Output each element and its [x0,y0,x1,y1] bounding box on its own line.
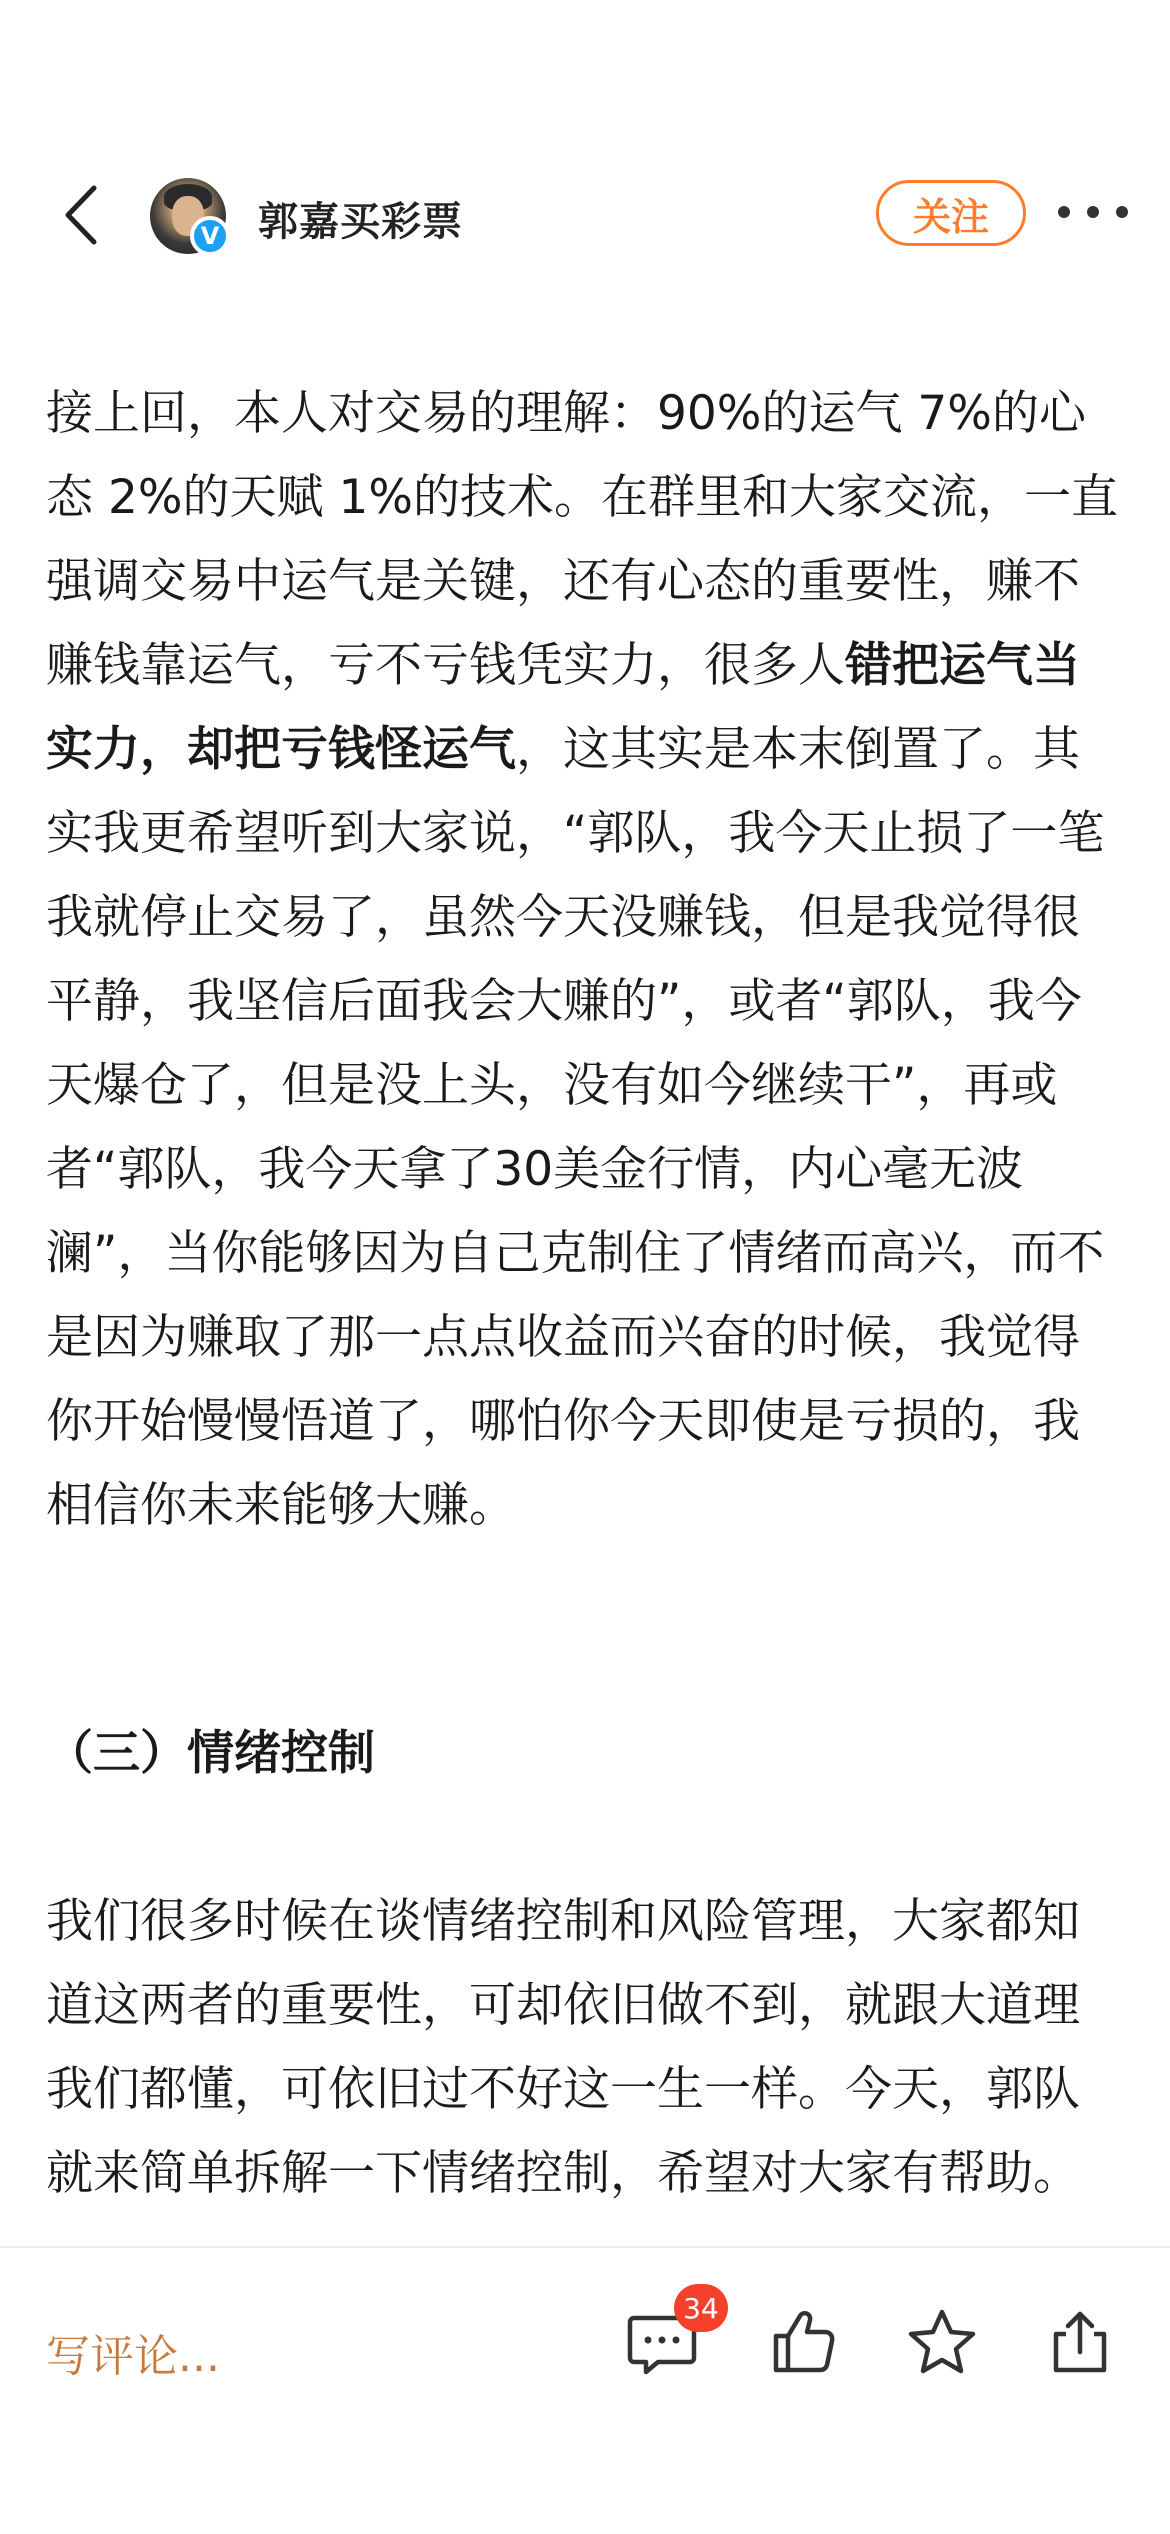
back-button[interactable] [50,180,120,250]
more-dots-icon [1116,206,1128,218]
follow-button[interactable]: 关注 [876,180,1026,246]
more-dots-icon [1087,206,1099,218]
paragraph-text: ，这其实是本末倒置了。其实我更希望听到大家说，“郭队，我今天止损了一笔我就停止交易了，虽然今天没赚钱，但是我觉得很平静，我坚信后面我会大赚的”，或者“郭队，我今天爆仓了，但是没上头，没有如今继续干”，再或者“郭队，我今天拿了30美金行情，内心毫无波澜”，当你能够因为自己克制住了情绪而高兴，而不是因为赚取了那一点点收益而兴奋的时候，我觉得你开始慢慢悟道了，哪怕你今天即使是亏损的，我相信你未来能够大赚。 [46,722,1105,1533]
favorite-button[interactable] [904,2304,980,2380]
comment-count-badge: 34 [674,2284,728,2332]
article-paragraph: 我们很多时候在谈情绪控制和风险管理，大家都知道这两者的重要性，可却依旧做不到，就跟大道理我们都懂，可依旧过不好这一生一样。今天，郭队就来简单拆解一下情绪控制，希望对大家有帮助。 [46,1894,1080,2201]
article-paragraph [46,372,1126,1548]
article-body [46,372,1126,1548]
verified-badge: V [190,216,230,256]
share-icon [1042,2304,1118,2380]
star-icon [904,2304,980,2380]
more-dots-icon [1058,206,1070,218]
like-icon [766,2304,842,2380]
back-arrow-icon [50,180,120,250]
more-button[interactable] [1058,192,1128,232]
share-button[interactable] [1042,2304,1118,2380]
bold-text: 错把运气当实力，却把亏钱怪运气 [46,638,1080,777]
bottom-action-bar [0,2246,1170,2534]
paragraph-text: 接上回，本人对交易的理解：90%的运气 7%的心态 2%的天赋 1%的技术。在群里和大家交流，一直强调交易中运气是关键，还有心态的重要性，赚不赚钱靠运气，亏不亏钱凭实力，很多人 [46,386,1119,693]
username[interactable]: 郭嘉买彩票 [258,199,463,245]
article-body-2 [46,1880,1126,2216]
top-bar [0,150,1170,280]
like-button[interactable] [766,2304,842,2380]
comment-input[interactable]: 写评论... [46,2331,220,2382]
section-heading: （三）情绪控制 [46,1726,375,1781]
